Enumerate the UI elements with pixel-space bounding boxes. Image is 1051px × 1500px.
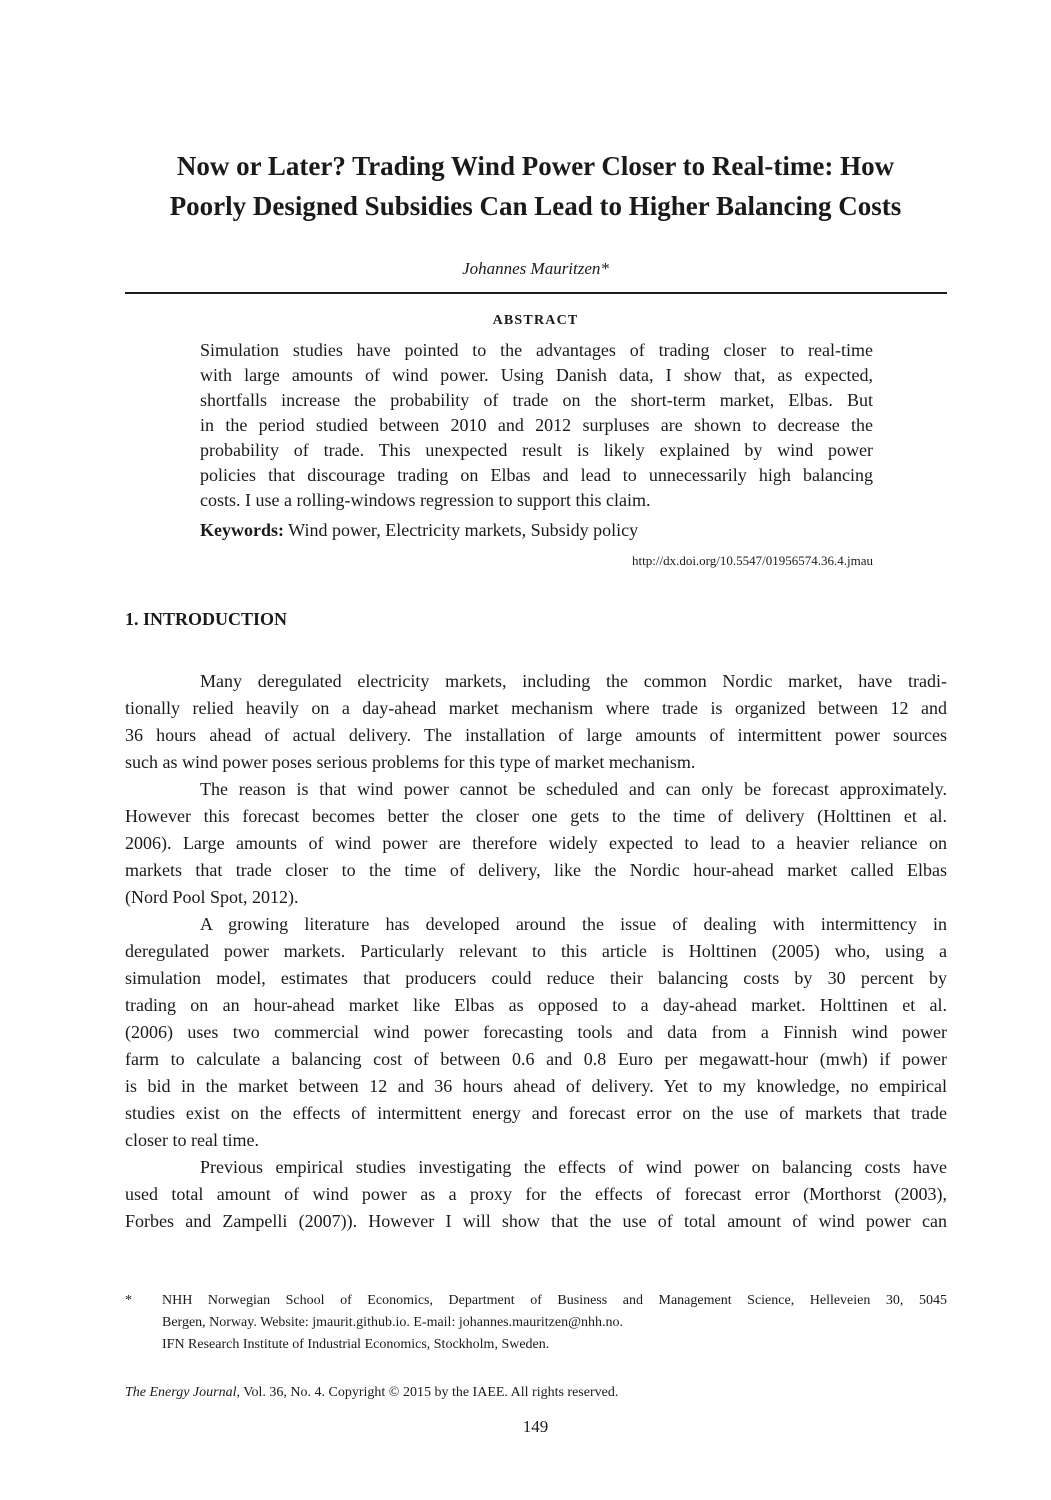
body-line: Previous empirical studies investigating the effects of wind power on balancing costs have: [200, 1157, 947, 1177]
journal-details: , Vol. 36, No. 4. Copyright © 2015 by the IAEE. All rights reserved.: [236, 1385, 619, 1400]
title-divider: [125, 292, 947, 294]
body-line: simulation model, estimates that producers could reduce their balancing costs by 30 percent by: [125, 968, 947, 988]
body-line: 2006). Large amounts of wind power are therefore widely expected to lead to a heavier reliance on: [125, 833, 947, 853]
keywords-label: Keywords:: [200, 520, 284, 540]
body-line: (Nord Pool Spot, 2012).: [125, 887, 299, 907]
body-line: Forbes and Zampelli (2007)). However I will show that the use of total amount of wind power can: [125, 1211, 947, 1231]
footnote-line: NHH Norwegian School of Economics, Department of Business and Management Science, Helleveien 30, 5045: [162, 1293, 947, 1308]
body-line: However this forecast becomes better the closer one gets to the time of delivery (Holttinen et al.: [125, 806, 947, 826]
section-heading: 1. INTRODUCTION: [125, 609, 288, 629]
body-line: 36 hours ahead of actual delivery. The installation of large amounts of intermittent power sources: [125, 725, 947, 745]
abstract-line: Simulation studies have pointed to the advantages of trading closer to real-time: [200, 340, 873, 360]
body-line: (2006) uses two commercial wind power forecasting tools and data from a Finnish wind power: [125, 1022, 947, 1042]
page-number: 149: [522, 1417, 549, 1436]
abstract-body: [200, 338, 873, 513]
footnote: [125, 1290, 947, 1356]
body-text: [125, 668, 947, 1235]
body-line: The reason is that wind power cannot be scheduled and can only be forecast approximately.: [200, 779, 947, 799]
title-line: Now or Later? Trading Wind Power Closer to Real-time: How: [176, 151, 895, 181]
author-name: Johannes Mauritzen*: [462, 259, 609, 278]
abstract-line: shortfalls increase the probability of trade on the short-term market, Elbas. But: [200, 390, 873, 410]
body-line: closer to real time.: [125, 1130, 259, 1150]
body-line: deregulated power markets. Particularly relevant to this article is Holttinen (2005) who, using a: [125, 941, 947, 961]
footnote-line: Bergen, Norway. Website: jmaurit.github.io. E-mail: johannes.mauritzen@nhh.no.: [162, 1315, 623, 1330]
title-line: Poorly Designed Subsidies Can Lead to Higher Balancing Costs: [169, 191, 902, 221]
abstract-line: in the period studied between 2010 and 2012 surpluses are shown to decrease the: [200, 415, 873, 435]
abstract-line: costs. I use a rolling-windows regression to support this claim.: [200, 490, 651, 510]
keywords-text: Wind power, Electricity markets, Subsidy policy: [284, 520, 639, 540]
body-line: such as wind power poses serious problems for this type of market mechanism.: [125, 752, 696, 772]
body-line: is bid in the market between 12 and 36 hours ahead of delivery. Yet to my knowledge, no empirical: [125, 1076, 947, 1096]
doi-link[interactable]: http://dx.doi.org/10.5547/01956574.36.4.jmau: [632, 553, 873, 568]
body-line: used total amount of wind power as a proxy for the effects of forecast error (Morthorst (2003),: [125, 1184, 947, 1204]
body-line: tionally relied heavily on a day-ahead market mechanism where trade is organized between 12 and: [125, 698, 947, 718]
abstract-line: policies that discourage trading on Elbas and lead to unnecessarily high balancing: [200, 465, 873, 485]
abstract-heading: ABSTRACT: [492, 313, 579, 328]
abstract-line: with large amounts of wind power. Using Danish data, I show that, as expected,: [200, 365, 873, 385]
paper-title: [110, 146, 961, 226]
journal-name: The Energy Journal: [125, 1385, 237, 1400]
keywords: [200, 518, 638, 543]
body-line: A growing literature has developed around the issue of dealing with intermittency in: [200, 914, 947, 934]
footnote-mark: *: [125, 1293, 132, 1308]
journal-citation: [125, 1383, 618, 1403]
footnote-line: IFN Research Institute of Industrial Economics, Stockholm, Sweden.: [162, 1337, 550, 1352]
body-line: Many deregulated electricity markets, including the common Nordic market, have tradi-: [200, 671, 947, 691]
abstract-line: probability of trade. This unexpected result is likely explained by wind power: [200, 440, 873, 460]
body-line: farm to calculate a balancing cost of between 0.6 and 0.8 Euro per megawatt-hour (mwh) if power: [125, 1049, 947, 1069]
body-line: studies exist on the effects of intermittent energy and forecast error on the use of markets that trade: [125, 1103, 947, 1123]
body-line: markets that trade closer to the time of delivery, like the Nordic hour-ahead market called Elbas: [125, 860, 947, 880]
body-line: trading on an hour-ahead market like Elbas as opposed to a day-ahead market. Holttinen et al.: [125, 995, 947, 1015]
